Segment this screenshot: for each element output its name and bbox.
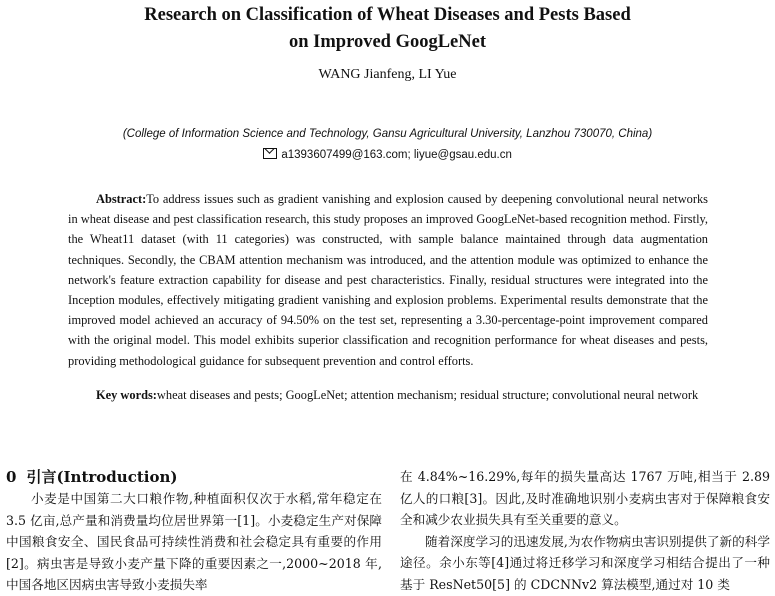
- abstract-text: To address issues such as gradient vanishing and explosion caused by deepening convolutional neural networks in wheat disease and pest classification research, this study proposes an improved GoogLeNet-based recognition method. Firstly, the Wheat11 dataset (with 11 categories) was constructed, with sample balance maintained through data augmentation techniques. Secondly, the CBAM attention mechanism was introduced, and the attention module was optimized to enhance the network's feature extraction capability for disease and pest characteristics. Finally, residual structures were integrated into the Inception modules, effectively mitigating gradient vanishing and explosion problems. Experimental results demonstrate that the improved model achieved an accuracy of 94.50% on the test set, representing a 3.30-percentage-point improvement compared with the original model. This model exhibits superior classification and recognition performance for wheat diseases and pests, providing methodological guidance for subsequent prevention and control efforts.: [68, 192, 708, 368]
- keywords-text: wheat diseases and pests; GoogLeNet; attention mechanism; residual structure; convolutional neural network: [156, 388, 699, 402]
- paper-title-line-2: on Improved GoogLeNet: [289, 32, 486, 52]
- email-addresses[interactable]: a1393607499@163.com; liyue@gsau.edu.cn: [281, 149, 512, 161]
- abstract: [68, 189, 708, 371]
- section-title: 引言(Introduction): [26, 468, 178, 486]
- keywords: [68, 385, 708, 405]
- section-heading: [6, 466, 177, 487]
- paragraph: 小麦是中国第二大口粮作物,种植面积仅次于水稻,常年稳定在 3.5 亿亩,总产量和消费量均位居世界第一[1]。小麦稳定生产对保障中国粮食安全、国民食品可持续性消费和社会稳定具有重要的作用[2]。病虫害是导致小麦产量下降的重要因素之一,2000~2018 年,中国各地区因病虫害导致小麦损失率: [6, 491, 382, 592]
- right-column: [400, 466, 770, 595]
- abstract-label: Abstract:: [96, 192, 147, 206]
- paragraph: 随着深度学习的迅速发展,为农作物病虫害识别提供了新的科学途径。余小东等[4]通过将迁移学习和深度学习相结合提出了一种基于 ResNet50[5] 的 CDCNNv2 算法模型,通过对 10 类: [400, 533, 770, 592]
- paper-title-line-1: Research on Classification of Wheat Diseases and Pests Based: [144, 5, 631, 25]
- left-column: [6, 488, 382, 596]
- keywords-label: Key words:: [96, 388, 157, 402]
- authors: WANG Jianfeng, LI Yue: [318, 67, 457, 82]
- affiliation: (College of Information Science and Technology, Gansu Agricultural University, Lanzhou 730070, China): [122, 128, 653, 140]
- section-number: 0: [6, 468, 17, 486]
- envelope-icon: [263, 148, 277, 159]
- email-line: [0, 148, 775, 161]
- paragraph: 在 4.84%~16.29%,每年的损失量高达 1767 万吨,相当于 2.89 亿人的口粮[3]。因此,及时准确地识别小麦病虫害对于保障粮食安全和减少农业损失具有至关重要的意义。: [400, 469, 770, 527]
